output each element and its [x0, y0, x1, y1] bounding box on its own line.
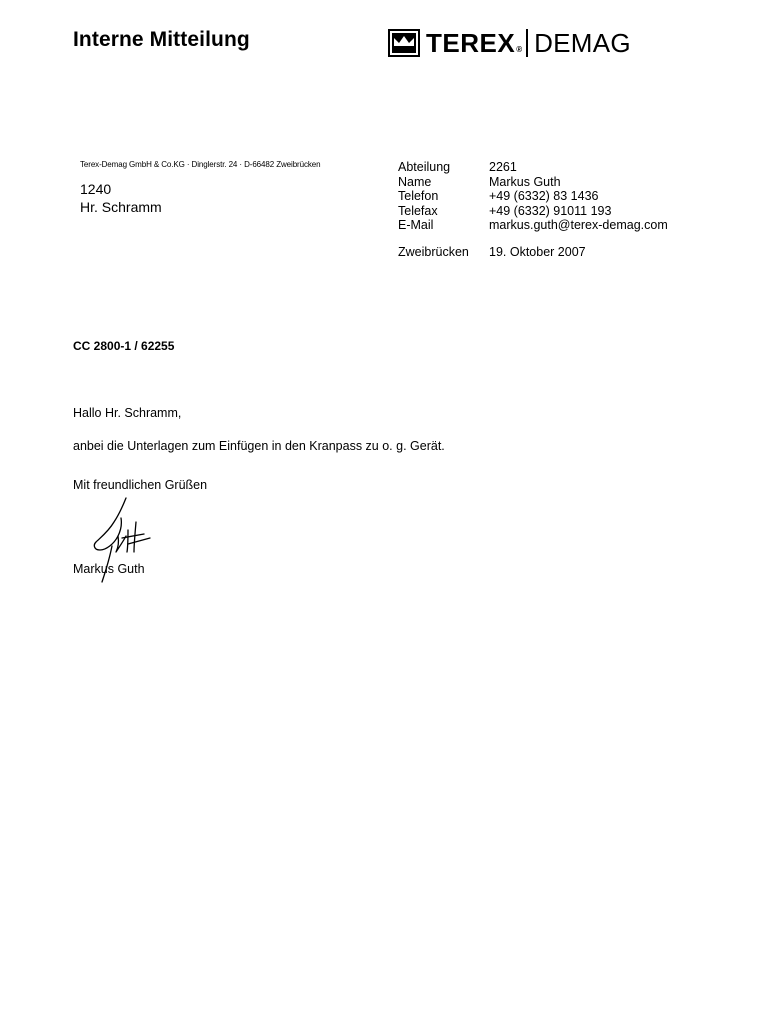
terex-crown-emblem-icon: [388, 29, 420, 57]
info-label: Telefax: [398, 203, 438, 218]
info-row-date: [398, 245, 668, 260]
info-value: 2261: [489, 160, 517, 174]
info-row-name: [398, 175, 668, 190]
info-value-email: markus.guth@terex-demag.com: [489, 218, 668, 232]
info-value: Markus Guth: [489, 174, 561, 189]
info-row-fax: [398, 204, 668, 219]
letter-message: anbei die Unterlagen zum Einfügen in den Kranpass zu o. g. Gerät.: [73, 439, 445, 453]
contact-info-block: [398, 160, 668, 259]
letter-closing: Mit freundlichen Grüßen: [73, 478, 208, 492]
signer-name: Markus Guth: [73, 562, 145, 576]
document-title: Interne Mitteilung: [73, 28, 250, 51]
info-label: E-Mail: [398, 218, 434, 232]
info-label: Name: [398, 174, 432, 189]
letter-date: 19. Oktober 2007: [489, 244, 586, 259]
sender-address-line: Terex-Demag GmbH & Co.KG · Dinglerstr. 24 · D-66482 Zweibrücken: [80, 160, 321, 169]
logo-registered-mark: ®: [516, 45, 523, 54]
info-label: Abteilung: [398, 160, 451, 174]
logo-demag-text: DEMAG: [534, 28, 631, 58]
letter-greeting: Hallo Hr. Schramm,: [73, 406, 182, 420]
logo-terex-text: TEREX: [426, 28, 516, 58]
place-label: Zweibrücken: [398, 244, 469, 259]
info-row-email: [398, 218, 668, 233]
info-value: +49 (6332) 91011 193: [489, 203, 612, 218]
info-value: +49 (6332) 83 1436: [489, 189, 599, 203]
recipient-department: 1240: [80, 181, 112, 197]
info-row-phone: [398, 189, 668, 204]
info-row-department: [398, 160, 668, 175]
reference-number: CC 2800-1 / 62255: [73, 339, 175, 353]
recipient-name: Hr. Schramm: [80, 199, 162, 215]
info-label: Telefon: [398, 189, 439, 203]
recipient-block: [80, 180, 162, 216]
company-logo: [388, 28, 631, 58]
logo-divider: [526, 29, 528, 57]
